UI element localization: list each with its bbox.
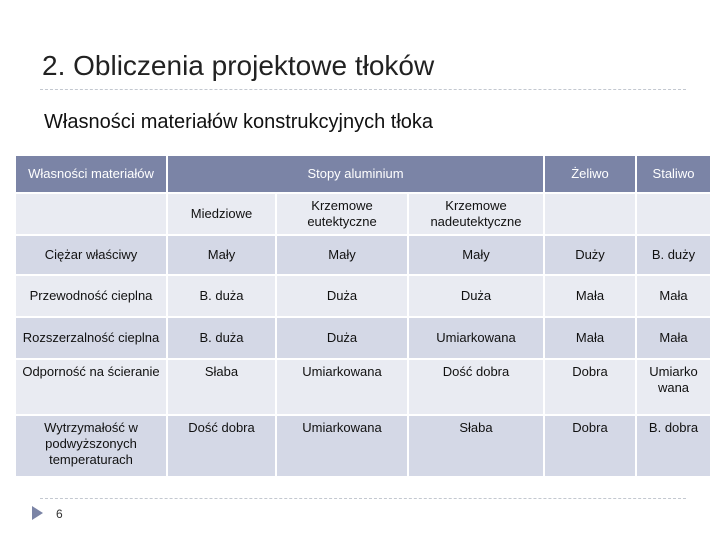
table-row: [16, 318, 710, 358]
table-cell: Dość dobra: [409, 360, 543, 414]
table-cell: Dobra: [545, 416, 635, 476]
table-cell: Dobra: [545, 360, 635, 414]
page-number: 6: [56, 507, 63, 521]
table-cell: B. duża: [168, 276, 275, 316]
slide-subtitle: Własności materiałów konstrukcyjnych tłoka: [44, 111, 434, 133]
table-cell: Słaba: [409, 416, 543, 476]
header-aluminium: Stopy aluminium: [168, 156, 543, 192]
table-cell: Duża: [277, 276, 407, 316]
table-row: [16, 276, 710, 316]
table-cell: Umiarkowana: [277, 416, 407, 476]
row-label: Wytrzymałość w podwyższonych temperaturach: [16, 416, 166, 476]
header-cast-iron: Żeliwo: [545, 156, 635, 192]
table-cell: Mała: [545, 276, 635, 316]
table-subheader-row: [16, 194, 710, 234]
table-cell: Słaba: [168, 360, 275, 414]
table-cell: Duża: [277, 318, 407, 358]
table-cell: Mała: [637, 318, 710, 358]
table-row: [16, 416, 710, 476]
table-cell: Umiarkowana: [409, 318, 543, 358]
table-cell: Dość dobra: [168, 416, 275, 476]
row-label: Odporność na ścieranie: [16, 360, 166, 414]
table-cell: Mała: [637, 276, 710, 316]
table-cell: B. duża: [168, 318, 275, 358]
table-row: [16, 360, 710, 414]
table-cell: Umiarkowana: [277, 360, 407, 414]
subheader-copper: Miedziowe: [168, 194, 275, 234]
subheader-eutectic: Krzemowe eutektyczne: [277, 194, 407, 234]
table-header-row: [16, 156, 710, 192]
subheader-empty: [637, 194, 710, 234]
materials-table: [14, 154, 712, 478]
row-label: Przewodność cieplna: [16, 276, 166, 316]
table-cell: Mały: [168, 236, 275, 274]
title-divider: [40, 89, 686, 90]
table-cell: Mały: [277, 236, 407, 274]
subheader-empty: [16, 194, 166, 234]
row-label: Rozszerzalność cieplna: [16, 318, 166, 358]
header-property: Własności materiałów: [16, 156, 166, 192]
table-cell: Umiarko wana: [637, 360, 710, 414]
slide-title: 2. Obliczenia projektowe tłoków: [42, 50, 435, 81]
table-cell: Mały: [409, 236, 543, 274]
table-row: [16, 236, 710, 274]
footer-divider: [40, 498, 686, 499]
table-cell: B. duży: [637, 236, 710, 274]
table-cell: B. dobra: [637, 416, 710, 476]
table-cell: Duży: [545, 236, 635, 274]
subheader-empty: [545, 194, 635, 234]
subheader-hypereutectic: Krzemowe nadeutektyczne: [409, 194, 543, 234]
table-cell: Duża: [409, 276, 543, 316]
header-steel: Staliwo: [637, 156, 710, 192]
page-marker-icon: [32, 506, 43, 520]
row-label: Ciężar właściwy: [16, 236, 166, 274]
table-cell: Mała: [545, 318, 635, 358]
